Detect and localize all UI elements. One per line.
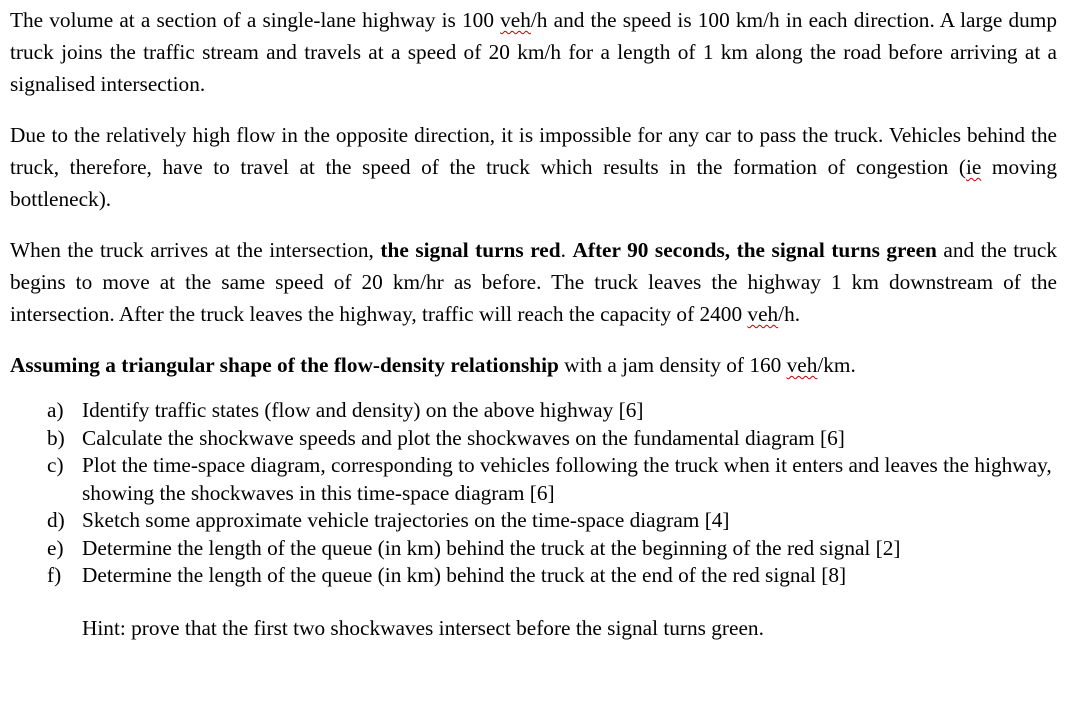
bold-text: After 90 seconds, the signal turns green (572, 238, 937, 262)
spellcheck-word: ie (965, 155, 982, 179)
bold-text: the signal turns red (380, 238, 561, 262)
spellcheck-word: veh (747, 302, 779, 326)
text-run: /km. (817, 353, 856, 377)
question-text: Determine the length of the queue (in km) behind the truck at the end of the red signal [8] (82, 563, 847, 587)
question-list (10, 397, 1057, 590)
list-marker: f) (47, 563, 62, 587)
text-run: moving bottleneck). (10, 155, 1057, 211)
question-text: Determine the length of the queue (in km) behind the truck at the beginning of the red signal [2] (82, 535, 901, 560)
text-run: with a jam density of 160 (558, 353, 787, 377)
paragraph-problem-setup (10, 4, 1057, 100)
text-run: . (560, 238, 573, 262)
list-marker: e) (47, 535, 64, 560)
question-text: Plot the time-space diagram, corresponding to vehicles following the truck when it enters and leaves the highway, showing the shockwaves in this time-space diagram [6] (82, 453, 1052, 505)
list-marker: c) (47, 453, 64, 477)
text-run: /h and the speed is 100 km/h in each direction. A large dump truck joins the traffic stream and travels at a speed of 20 km/h for a length of 1 km along the road before arriving at a signalised intersection. (10, 8, 1057, 96)
paragraph-assumption (10, 349, 1057, 381)
question-text: Sketch some approximate vehicle trajectories on the time-space diagram [4] (82, 508, 730, 532)
list-item (10, 425, 1057, 453)
list-item (10, 452, 1057, 507)
list-marker: a) (47, 398, 64, 422)
hint-text: Hint: prove that the first two shockwaves intersect before the signal turns green. (82, 615, 764, 640)
list-item (10, 397, 1057, 425)
paragraph-signal (10, 234, 1057, 330)
spellcheck-word: veh (786, 353, 818, 377)
bold-text: Assuming a triangular shape of the flow-density relationship (10, 353, 559, 377)
text-run: and the truck begins to move at the same speed of 20 km/hr as before. The truck leaves the highway 1 km downstream of the intersection. After the truck leaves the highway, traffic will reach the capacity of 2400 (10, 238, 1058, 326)
spellcheck-word: veh (500, 8, 531, 32)
text-run: When the truck arrives at the intersection, (10, 238, 381, 262)
question-text: Identify traffic states (flow and density) on the above highway [6] (82, 398, 644, 422)
list-item (10, 507, 1057, 535)
question-text: Calculate the shockwave speeds and plot the shockwaves on the fundamental diagram [6] (82, 425, 845, 450)
list-marker: d) (47, 508, 65, 532)
paragraph-moving-bottleneck (10, 119, 1057, 215)
list-item (10, 535, 1057, 563)
text-run: The volume at a section of a single-lane highway is 100 (10, 8, 501, 32)
text-run: Due to the relatively high flow in the opposite direction, it is impossible for any car to pass the truck. Vehicles behind the truck, therefore, have to travel at the speed of the truck which results in the formation of congestion ( (10, 123, 1057, 179)
list-marker: b) (47, 425, 65, 450)
document-page (10, 4, 1057, 644)
list-item (10, 562, 1057, 590)
text-run: /h. (778, 302, 801, 326)
